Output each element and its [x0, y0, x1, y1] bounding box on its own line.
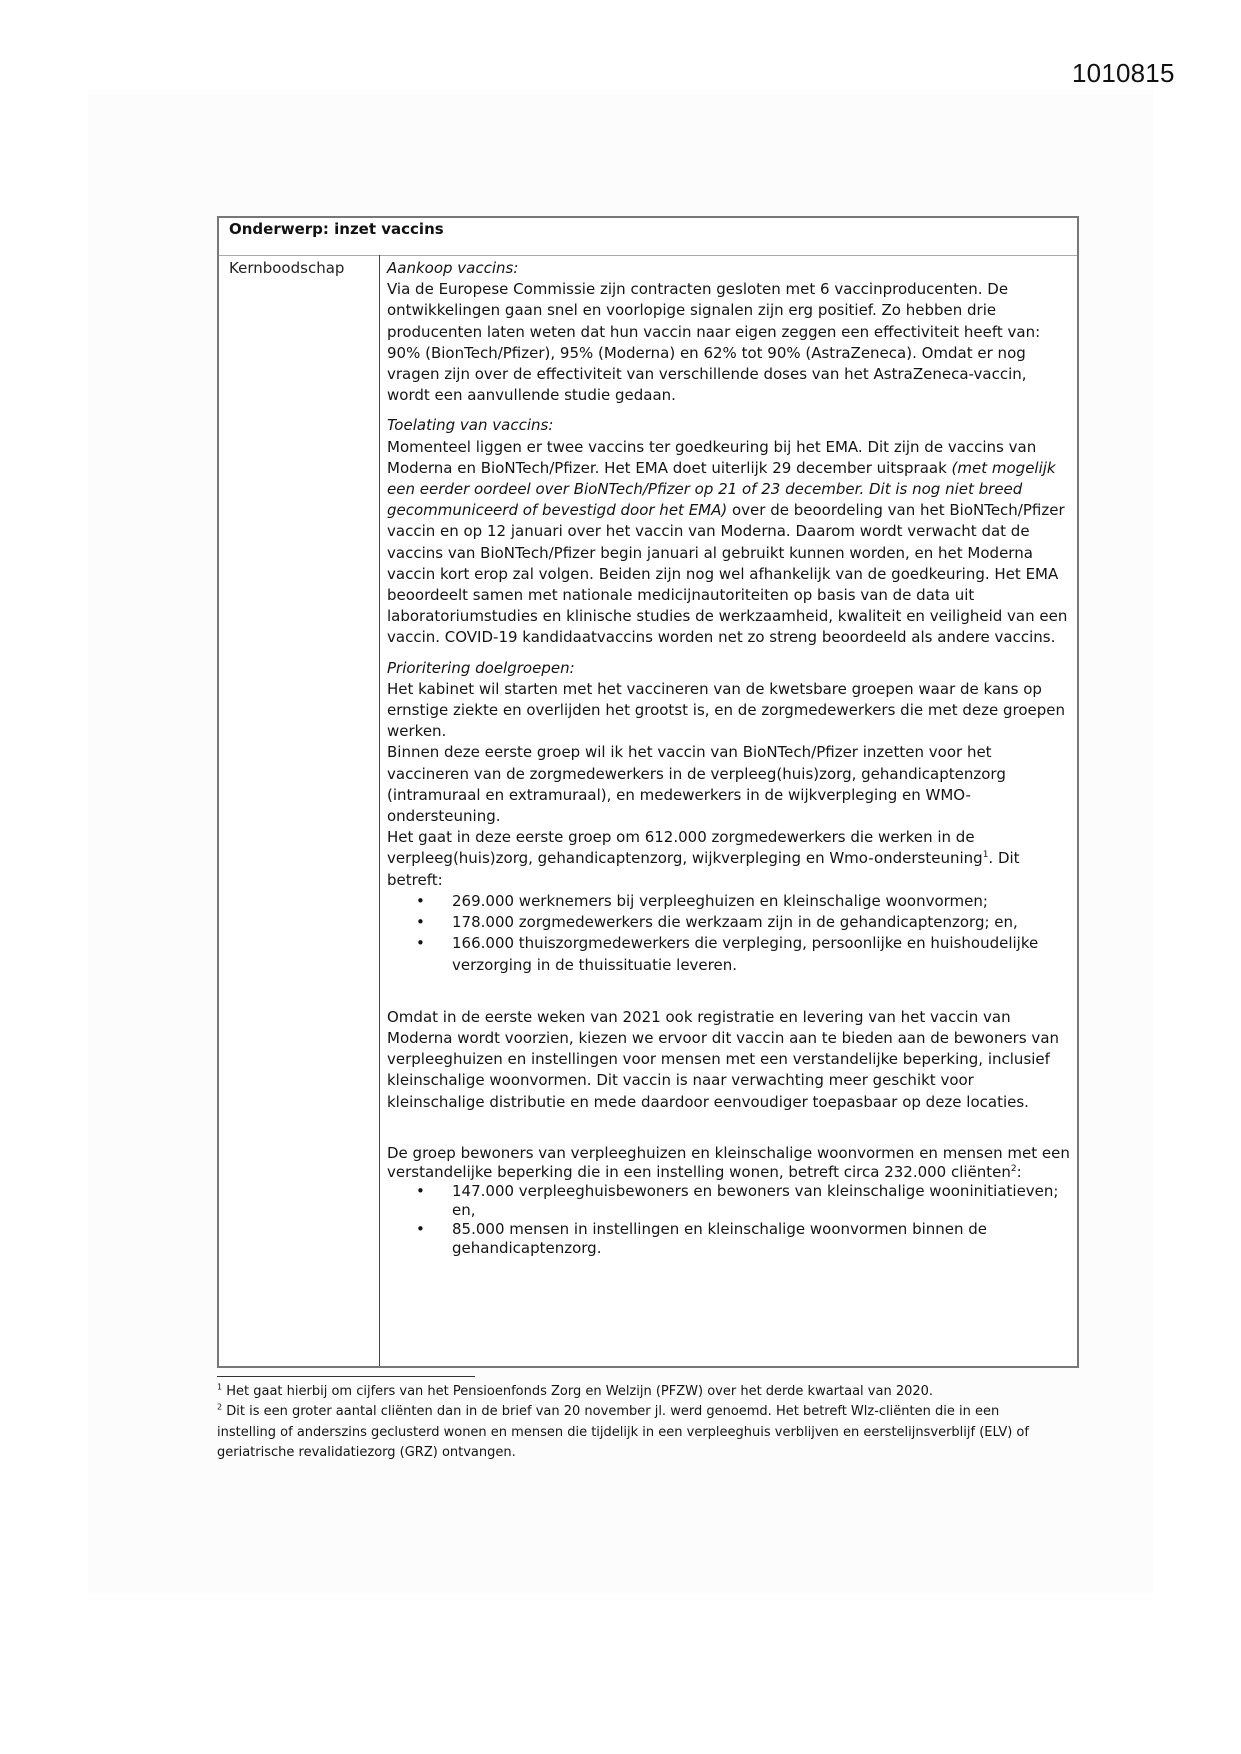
prioritering-para-3-text: Het gaat in deze eerste groep om 612.000 zorgmedewerkers die werken in de verpleeg(huis)zorg, gehandicaptenzorg, wijkverpleging en Wmo-ondersteuning — [387, 828, 983, 868]
zorgmedewerkers-list — [387, 891, 1072, 976]
spacer — [387, 1122, 1072, 1144]
row-label-kernboodschap: Kernboodschap — [229, 259, 345, 277]
footnote-marker: 1 — [217, 1382, 223, 1392]
subject-title: Onderwerp: inzet vaccins — [229, 220, 444, 238]
list-item-text: 147.000 verpleeghuisbewoners en bewoners van kleinschalige wooninitiatieven; en, — [452, 1181, 1059, 1219]
section-aankoop — [387, 258, 1072, 406]
prioritering-para-1: Het kabinet wil starten met het vaccineren van de kwetsbare groepen waar de kans op ernstige ziekte en overlijden het grootst is, en de zorgmedewerkers die met deze groepen werken. — [387, 679, 1065, 741]
section-title-prioritering: Prioritering doelgroepen: — [387, 658, 575, 677]
list-item — [416, 912, 1072, 933]
bewoners-tail: : — [1016, 1162, 1022, 1181]
list-item-text: 269.000 werknemers bij verpleeghuizen en kleinschalige woonvormen; — [452, 891, 988, 910]
footnote-text: Het gaat hierbij om cijfers van het Pensioenfonds Zorg en Welzijn (PFZW) over het derde kwartaal van 2020. — [222, 1384, 934, 1399]
bullet-icon: • — [416, 1219, 425, 1238]
list-item-text: 166.000 thuiszorgmedewerkers die verpleging, persoonlijke en huishoudelijke verzorging in de thuissituatie leveren. — [452, 934, 1039, 974]
subject-table — [217, 216, 1079, 1368]
prioritering-para-2: Binnen deze eerste groep wil ik het vaccin van BioNTech/Pfizer inzetten voor het vaccineren van de zorgmedewerkers in de verpleeg(huis)zorg, gehandicaptenzorg (intramuraal en extramuraal), en medewerkers in de wijkverpleging en WMO-ondersteuning. — [387, 743, 1006, 826]
section-toelating — [387, 415, 1072, 648]
list-item — [416, 1181, 1072, 1220]
footnote-text: Dit is een groter aantal cliënten dan in de brief van 20 november jl. werd genoemd. Het betreft Wlz-cliënten die in een instelling of anderszins geclusterd wonen en mensen die tijdelijk in een verpleeghuis verblijven en eerstelijnsverblijf (ELV) of geriatrische revalidatiezorg (GRZ) ontvangen. — [217, 1404, 1029, 1460]
table-header-row — [219, 218, 1077, 256]
column-divider — [379, 255, 380, 1366]
prioritering-para-3-tail: . Dit betreft: — [387, 849, 1020, 889]
section-title-aankoop: Aankoop vaccins: — [387, 259, 519, 277]
kernboodschap-content — [387, 258, 1072, 1267]
footnote-separator — [217, 1376, 475, 1377]
footnote-1 — [217, 1382, 1047, 1402]
section-body-toelating — [387, 437, 1072, 649]
section-body-bewoners — [387, 1144, 1072, 1182]
clienten-list — [387, 1182, 1072, 1258]
section-body-moderna: Omdat in de eerste weken van 2021 ook registratie en levering van het vaccin van Moderna wordt voorzien, kiezen we ervoor dit vaccin aan te bieden aan de bewoners van verpleeghuizen en instellingen voor mensen met een verstandelijke beperking, inclusief kleinschalige woonvormen. Dit vaccin is naar verwachting meer geschikt voor kleinschalige distributie en mede daardoor eenvoudiger toepasbaar op deze locaties. — [387, 1007, 1060, 1111]
section-bewoners — [387, 1144, 1072, 1258]
section-title-toelating: Toelating van vaccins: — [387, 416, 554, 435]
spacer — [387, 985, 1072, 1007]
footnotes — [217, 1382, 1047, 1463]
list-item — [416, 1219, 1072, 1258]
footnote-ref-2[interactable]: 2 — [1010, 1163, 1017, 1174]
bullet-icon: • — [416, 1181, 425, 1200]
toelating-text-1: Momenteel liggen er twee vaccins ter goedkeuring bij het EMA. Dit zijn de vaccins van Moderna en BioNTech/Pfizer. Het EMA doet uiterlijk 29 december uitspraak — [387, 437, 1037, 477]
bullet-icon: • — [416, 934, 425, 953]
list-item-text: 178.000 zorgmedewerkers die werkzaam zijn in de gehandicaptenzorg; en, — [452, 913, 1018, 932]
section-prioritering — [387, 658, 1072, 976]
bullet-icon: • — [416, 891, 425, 910]
bewoners-text: De groep bewoners van verpleeghuizen en kleinschalige woonvormen en mensen met een verstandelijke beperking die in een instelling wonen, betreft circa 232.000 cliënten — [387, 1143, 1070, 1181]
list-item — [416, 933, 1072, 975]
bullet-icon: • — [416, 913, 425, 932]
section-moderna — [387, 1007, 1072, 1113]
footnote-ref-1[interactable]: 1 — [982, 850, 989, 861]
list-item-text: 85.000 mensen in instellingen en kleinschalige woonvormen binnen de gehandicaptenzorg. — [452, 1219, 988, 1257]
footnote-2 — [217, 1402, 1047, 1463]
section-body-aankoop: Via de Europese Commissie zijn contracten gesloten met 6 vaccinproducenten. De ontwikkelingen gaan snel en voorlopige signalen zijn erg positief. Zo hebben drie producenten laten weten dat hun vaccin naar eigen zeggen een effectiviteit heeft van: 90% (BionTech/Pfizer), 95% (Moderna) en 62% tot 90% (AstraZeneca). Omdat er nog vragen zijn over de effectiviteit van verschillende doses van het AstraZeneca-vaccin, wordt een aanvullende studie gedaan. — [387, 280, 1041, 405]
list-item — [416, 891, 1072, 912]
toelating-text-2: over de beoordeling van het BioNTech/Pfizer vaccin en op 12 januari over het vaccin van Moderna. Daarom wordt verwacht dat de vaccins van BioNTech/Pfizer begin januari al gebruikt kunnen worden, en het Moderna vaccin kort erop zal volgen. Beiden zijn nog wel afhankelijk van de goedkeuring. Het EMA beoordeelt samen met nationale medicijnautoriteiten op basis van de data uit laboratoriumstudies en klinische studies de werkzaamheid, kwaliteit en veiligheid van een vaccin. COVID-19 kandidaatvaccins worden net zo streng beoordeeld als andere vaccins. — [387, 501, 1068, 647]
footnote-marker: 2 — [217, 1402, 223, 1412]
toelating-italic-note: (met mogelijk een eerder oordeel over BioNTech/Pfizer op 21 of 23 december. Dit is nog niet breed gecommuniceerd of bevestigd door het EMA) — [387, 458, 1056, 520]
prioritering-para-3 — [387, 827, 1072, 891]
document-number: 1010815 — [1072, 58, 1175, 88]
